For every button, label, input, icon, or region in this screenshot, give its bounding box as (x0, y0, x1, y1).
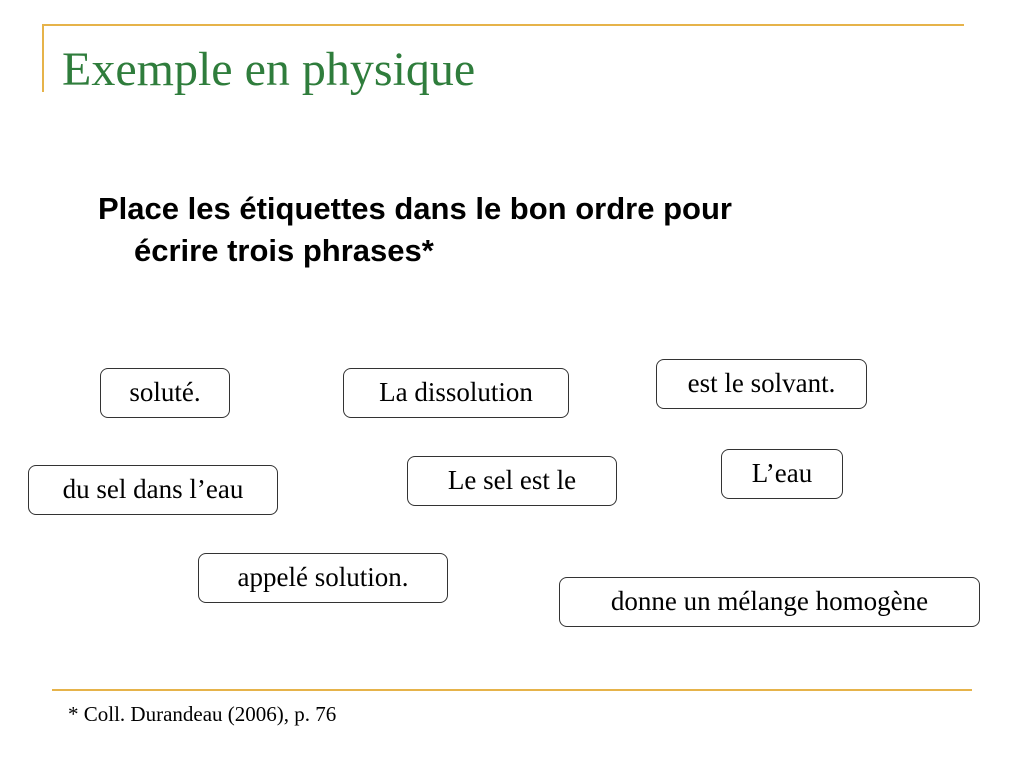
instruction-text (98, 188, 898, 272)
top-accent-line (44, 24, 964, 26)
slide-title: Exemple en physique (62, 43, 476, 96)
label-solute[interactable]: soluté. (100, 368, 230, 418)
left-accent-line (42, 24, 44, 92)
label-appele-solution[interactable]: appelé solution. (198, 553, 448, 603)
footnote: * Coll. Durandeau (2006), p. 76 (68, 702, 337, 726)
label-donne-un-melange-homogene[interactable]: donne un mélange homogène (559, 577, 980, 627)
instruction-line-2: écrire trois phrases* (134, 233, 434, 268)
footer-accent-line (52, 689, 972, 691)
label-la-dissolution[interactable]: La dissolution (343, 368, 569, 418)
label-le-sel-est-le[interactable]: Le sel est le (407, 456, 617, 506)
label-leau[interactable]: L’eau (721, 449, 843, 499)
instruction-line-1: Place les étiquettes dans le bon ordre pour (98, 191, 732, 226)
label-est-le-solvant[interactable]: est le solvant. (656, 359, 867, 409)
label-du-sel-dans-leau[interactable]: du sel dans l’eau (28, 465, 278, 515)
